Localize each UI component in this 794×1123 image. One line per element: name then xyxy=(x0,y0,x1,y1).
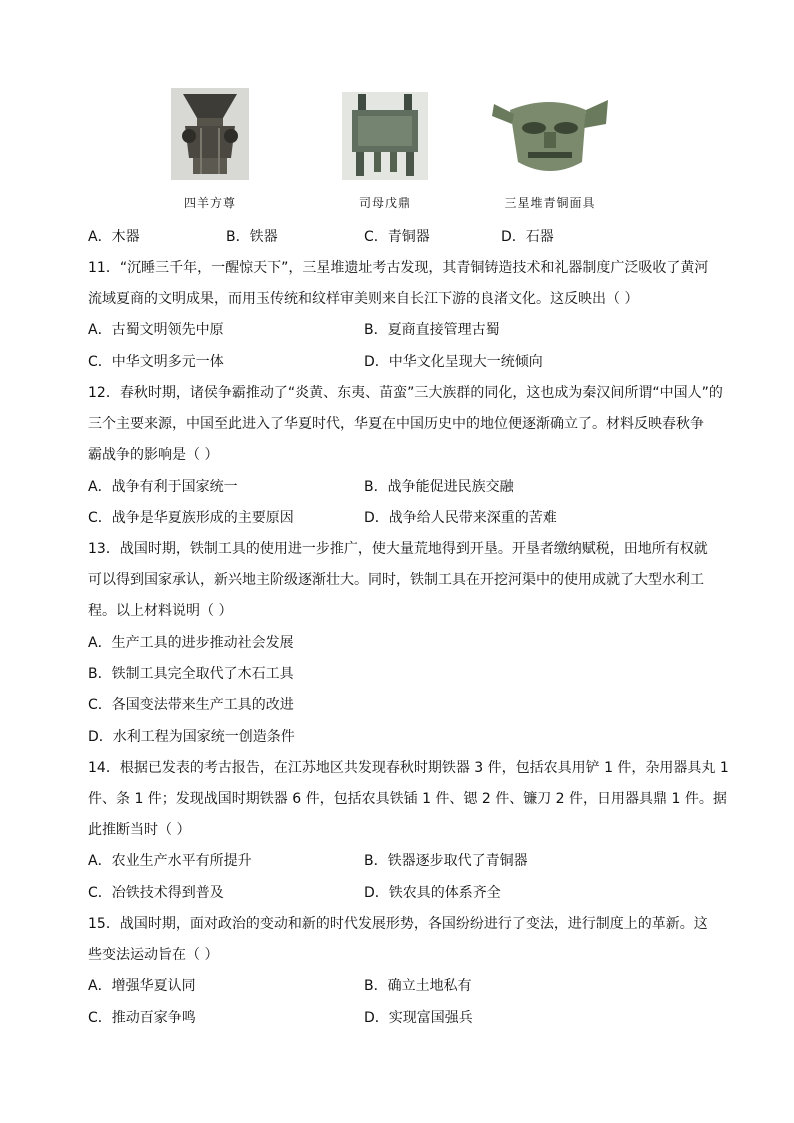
q12-option-d[interactable]: D．战争给人民带来深重的苦难 xyxy=(364,510,557,526)
q12-option-a[interactable]: A．战争有利于国家统一 xyxy=(88,479,238,495)
figure-zun xyxy=(160,88,260,211)
bronze-mask-icon xyxy=(490,90,610,180)
q10-option-d[interactable]: D．石器 xyxy=(501,229,554,245)
q14-stem-line: 此推断当时（ ） xyxy=(88,822,191,838)
q11-stem-line: 11．“沉睡三千年，一醒惊天下”，三星堆遗址考古发现，其青铜铸造技术和礼器制度广泛吸收了黄河 xyxy=(88,260,709,276)
q10-option-a[interactable]: A．木器 xyxy=(88,229,140,245)
q15-option-d[interactable]: D．实现富国强兵 xyxy=(364,1010,473,1026)
q15-option-b[interactable]: B．确立土地私有 xyxy=(364,978,472,994)
bronze-ding-cauldron-icon xyxy=(342,92,428,180)
q13-option-b[interactable]: B．铁制工具完全取代了木石工具 xyxy=(88,666,294,682)
q14-option-b[interactable]: B．铁器逐步取代了青铜器 xyxy=(364,853,528,869)
q15-stem-line: 15．战国时期，面对政治的变动和新的时代发展形势，各国纷纷进行了变法，进行制度上的革新。这 xyxy=(88,916,708,932)
q12-stem-line: 12．春秋时期，诸侯争霸推动了“炎黄、东夷、苗蛮”三大族群的同化，这也成为秦汉间所谓“中国人”的 xyxy=(88,385,723,401)
q12-option-b[interactable]: B．战争能促进民族交融 xyxy=(364,479,514,495)
q13-option-d[interactable]: D．水利工程为国家统一创造条件 xyxy=(88,729,295,745)
q12-stem-line: 霸战争的影响是（ ） xyxy=(88,447,219,463)
q10-option-b[interactable]: B．铁器 xyxy=(226,229,278,245)
q15-option-c[interactable]: C．推动百家争鸣 xyxy=(88,1010,196,1026)
q15-stem-line: 些变法运动旨在（ ） xyxy=(88,947,219,963)
q14-option-a[interactable]: A．农业生产水平有所提升 xyxy=(88,853,252,869)
figure-mask xyxy=(487,90,613,211)
q13-stem-line: 可以得到国家承认，新兴地主阶级逐渐壮大。同时，铁制工具在开挖河渠中的使用成就了大型水利工 xyxy=(88,572,704,588)
q14-stem-line: 件、条 1 件；发现战国时期铁器 6 件，包括农具铁锸 1 件、锶 2 件、镰刀 2 件，日用器具鼎 1 件。据 xyxy=(88,791,727,807)
q14-option-c[interactable]: C．冶铁技术得到普及 xyxy=(88,885,224,901)
bronze-zun-vessel-icon xyxy=(171,88,249,180)
q11-option-b[interactable]: B．夏商直接管理古蜀 xyxy=(364,322,500,338)
figure-caption: 四羊方尊 xyxy=(183,196,236,210)
q13-stem-line: 13．战国时期，铁制工具的使用进一步推广，使大量荒地得到开垦。开垦者缴纳赋税，田地所有权就 xyxy=(88,541,708,557)
q12-option-c[interactable]: C．战争是华夏族形成的主要原因 xyxy=(88,510,294,526)
figure-caption: 三星堆青铜面具 xyxy=(504,196,596,210)
q12-stem-line: 三个主要来源，中国至此进入了华夏时代，华夏在中国历史中的地位便逐渐确立了。材料反映春秋争 xyxy=(88,416,704,432)
q13-option-c[interactable]: C．各国变法带来生产工具的改进 xyxy=(88,697,294,713)
q11-option-c[interactable]: C．中华文明多元一体 xyxy=(88,354,224,370)
q15-option-a[interactable]: A．增强华夏认同 xyxy=(88,978,196,994)
q10-option-c[interactable]: C．青铜器 xyxy=(364,229,430,245)
figure-ding xyxy=(335,92,435,211)
q11-option-a[interactable]: A．古蜀文明领先中原 xyxy=(88,322,224,338)
q11-option-d[interactable]: D．中华文化呈现大一统倾向 xyxy=(364,354,543,370)
q14-option-d[interactable]: D．铁农具的体系齐全 xyxy=(364,885,501,901)
figure-caption: 司母戊鼎 xyxy=(358,196,411,210)
q13-stem-line: 程。以上材料说明（ ） xyxy=(88,603,233,619)
q11-stem-line: 流域夏商的文明成果，而用玉传统和纹样审美则来自长江下游的良渚文化。这反映出（ ） xyxy=(88,291,639,307)
q13-option-a[interactable]: A．生产工具的进步推动社会发展 xyxy=(88,635,294,651)
q14-stem-line: 14．根据已发表的考古报告，在江苏地区共发现春秋时期铁器 3 件，包括农具用铲 1 件，杂用器具丸 1 xyxy=(88,760,729,776)
